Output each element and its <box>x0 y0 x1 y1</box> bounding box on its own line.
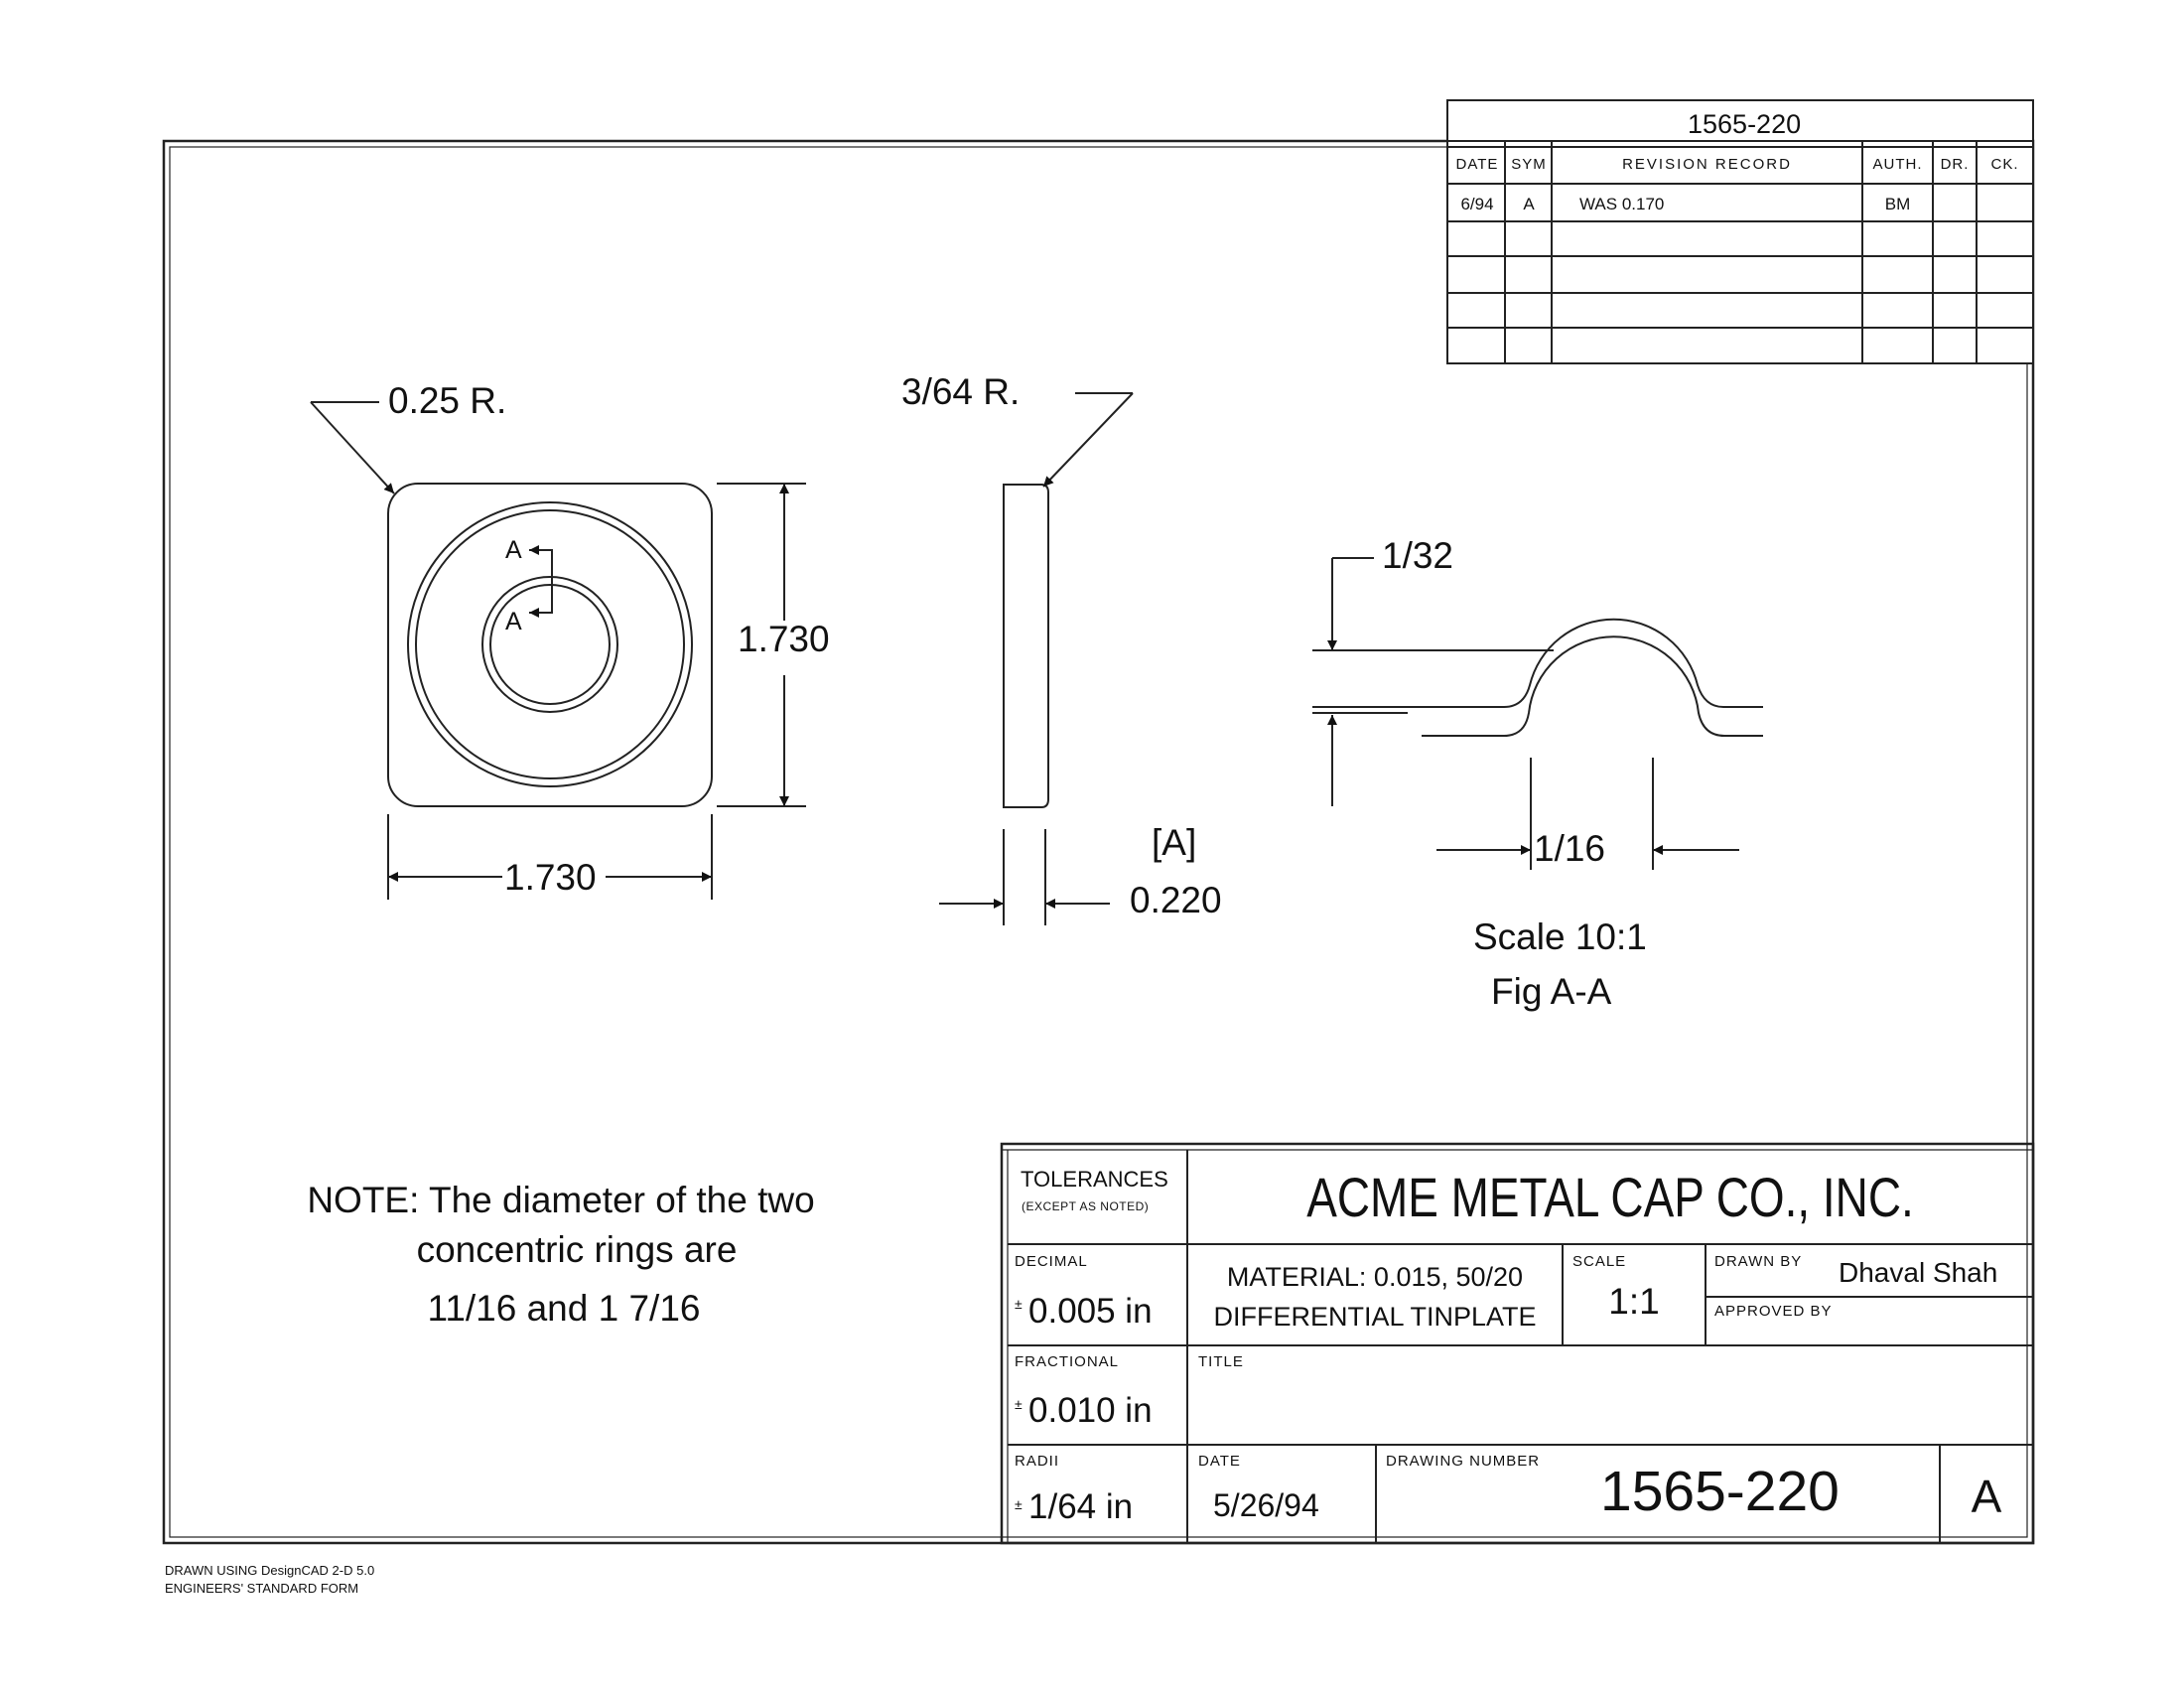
plate-outline <box>388 484 712 806</box>
radii-label: RADII <box>1015 1453 1060 1470</box>
scale-label: SCALE <box>1572 1253 1627 1270</box>
drawing-number: 1565-220 <box>1600 1460 1840 1523</box>
outer-ring-outer <box>408 502 692 786</box>
decimal-tolerance: 0.005 in <box>1028 1292 1153 1331</box>
tolerances-label: TOLERANCES <box>1021 1167 1168 1192</box>
revision-block <box>1447 100 2033 363</box>
profile-bottom <box>1422 636 1763 736</box>
fractional-label: FRACTIONAL <box>1015 1353 1120 1370</box>
side-view <box>939 393 1133 925</box>
edge-radius-label: 3/64 R. <box>901 371 1021 412</box>
inner-ring-inner <box>490 585 610 704</box>
material-line-2: DIFFERENTIAL TINPLATE <box>1213 1302 1537 1332</box>
rev-col-auth: AUTH. <box>1872 156 1923 173</box>
corner-radius-label: 0.25 R. <box>388 380 507 421</box>
date-value: 5/26/94 <box>1213 1487 1319 1523</box>
note-line-3: 11/16 and 1 7/16 <box>427 1288 701 1329</box>
rev-row-date: 6/94 <box>1460 195 1494 213</box>
drawn-by-name: Dhaval Shah <box>1839 1257 1998 1288</box>
drawn-by-label: DRAWN BY <box>1714 1253 1803 1270</box>
rev-col-dr: DR. <box>1940 156 1970 173</box>
drawing-number-label: DRAWING NUMBER <box>1386 1453 1541 1470</box>
footer-line-2: ENGINEERS' STANDARD FORM <box>165 1581 359 1596</box>
rev-row-auth: BM <box>1884 195 1911 213</box>
plate-edge <box>1004 485 1048 807</box>
inner-ring-outer <box>482 577 617 712</box>
rev-col-record: REVISION RECORD <box>1622 156 1792 173</box>
footer-line-1: DRAWN USING DesignCAD 2-D 5.0 <box>165 1563 375 1578</box>
radii-tolerance: 1/64 in <box>1028 1487 1134 1526</box>
except-as-noted-label: (EXCEPT AS NOTED) <box>1022 1199 1150 1213</box>
fractional-plus-minus: ± <box>1015 1396 1023 1412</box>
rev-row-sym: A <box>1523 195 1535 213</box>
detail-height-dimension: 1/32 <box>1382 535 1454 576</box>
thickness-dimension: 0.220 <box>1130 880 1222 920</box>
detail-scale: Scale 10:1 <box>1473 916 1647 957</box>
note-line-1: NOTE: The diameter of the two <box>307 1180 815 1220</box>
section-marker-top: A <box>505 536 522 564</box>
front-view <box>311 402 806 900</box>
width-dimension: 1.730 <box>504 857 597 898</box>
decimal-label: DECIMAL <box>1015 1253 1088 1270</box>
decimal-plus-minus: ± <box>1015 1296 1023 1312</box>
section-marker-bottom: A <box>505 608 522 635</box>
section-detail <box>1312 558 1763 870</box>
profile-top <box>1312 620 1763 707</box>
revision-letter: A <box>1971 1471 2002 1522</box>
rev-row-record: WAS 0.170 <box>1579 195 1665 213</box>
reference-label: [A] <box>1152 822 1197 863</box>
title-label: TITLE <box>1198 1353 1244 1370</box>
revision-header-number: 1565-220 <box>1688 109 1802 139</box>
detail-width-dimension: 1/16 <box>1534 828 1606 869</box>
radii-plus-minus: ± <box>1015 1496 1023 1512</box>
company-name: ACME METAL CAP CO., INC. <box>1306 1166 1914 1228</box>
rev-col-sym: SYM <box>1511 156 1547 173</box>
rev-col-date: DATE <box>1455 156 1499 173</box>
fractional-tolerance: 0.010 in <box>1028 1391 1153 1430</box>
rev-col-ck: CK. <box>1990 156 2019 173</box>
scale-value: 1:1 <box>1608 1281 1660 1322</box>
date-label: DATE <box>1198 1453 1241 1470</box>
detail-figure-label: Fig A-A <box>1491 971 1612 1012</box>
height-dimension: 1.730 <box>738 619 830 659</box>
note-line-2: concentric rings are <box>416 1229 738 1270</box>
material-line-1: MATERIAL: 0.015, 50/20 <box>1226 1262 1524 1292</box>
approved-by-label: APPROVED BY <box>1714 1303 1833 1320</box>
